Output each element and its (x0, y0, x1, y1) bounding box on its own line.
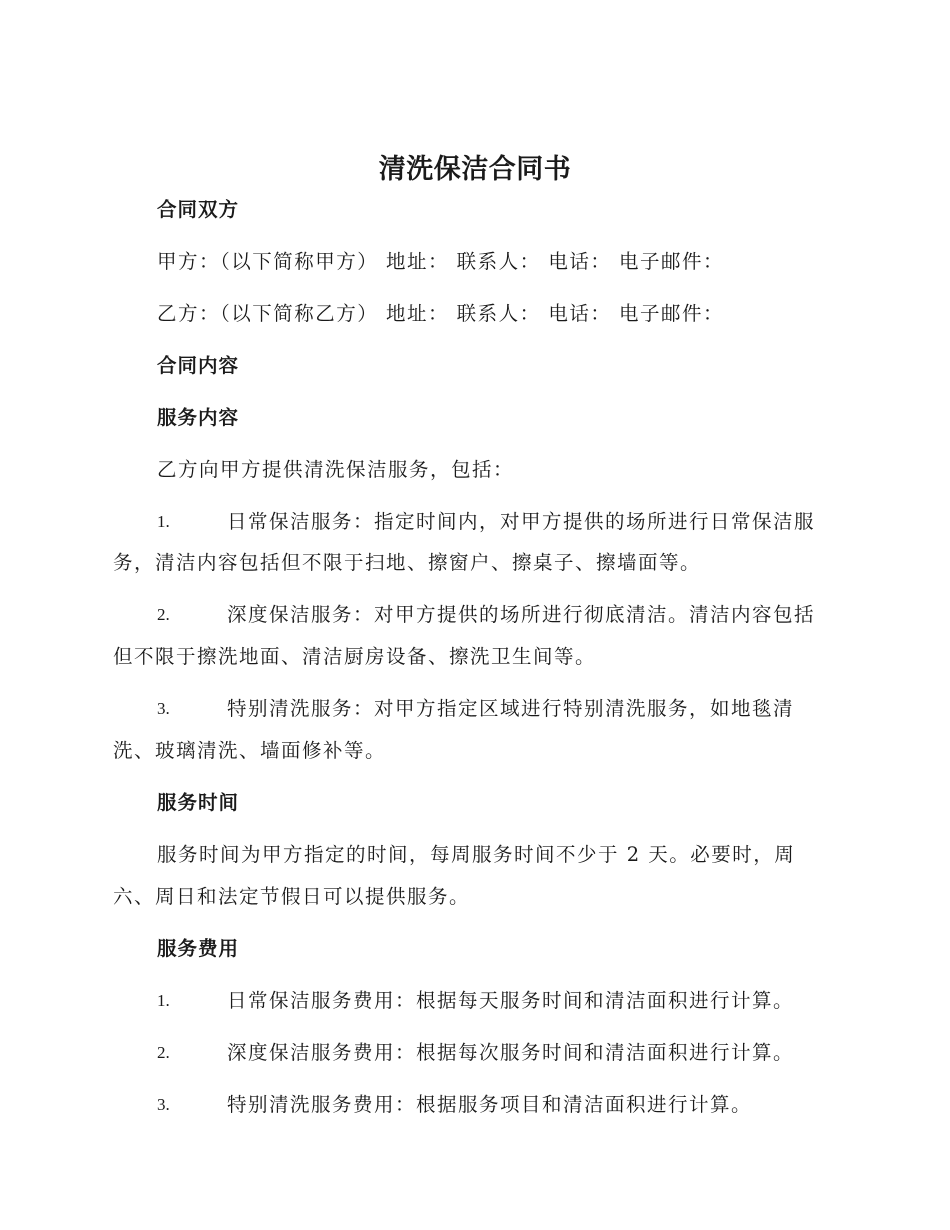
service-intro: 乙方向甲方提供清洗保洁服务，包括： (157, 458, 515, 481)
service-item-text: 日常保洁服务：指定时间内，对甲方提供的场所进行日常保洁服 (227, 510, 816, 533)
fee-item-number: 3. (157, 1095, 170, 1114)
service-item-continuation: 洗、玻璃清洗、墙面修补等。 (113, 739, 387, 762)
service-item-text: 特别清洗服务：对甲方指定区域进行特别清洗服务，如地毯清 (227, 697, 795, 720)
fee-item-text: 特别清洗服务费用：根据服务项目和清洁面积进行计算。 (227, 1093, 753, 1116)
subheading-service-content: 服务内容 (157, 406, 240, 429)
service-item-continuation: 但不限于擦洗地面、清洁厨房设备、擦洗卫生间等。 (113, 645, 597, 668)
service-item-number: 2. (157, 605, 170, 624)
section-heading-content: 合同内容 (157, 354, 240, 377)
section-heading-parties: 合同双方 (157, 198, 240, 221)
fee-item-number: 2. (157, 1043, 170, 1062)
service-item-text: 深度保洁服务：对甲方提供的场所进行彻底清洁。清洁内容包括 (227, 603, 816, 626)
subheading-service-time: 服务时间 (157, 791, 240, 814)
service-time-text: 服务时间为甲方指定的时间，每周服务时间不少于 2 天。必要时，周 (157, 843, 796, 866)
party-b-line: 乙方：（以下简称乙方） 地址： 联系人： 电话： 电子邮件： (157, 302, 725, 325)
fee-item-number: 1. (157, 991, 170, 1010)
service-item-number: 1. (157, 512, 170, 531)
service-item-continuation: 务，清洁内容包括但不限于扫地、擦窗户、擦桌子、擦墙面等。 (113, 551, 702, 574)
fee-item-text: 日常保洁服务费用：根据每天服务时间和清洁面积进行计算。 (227, 989, 795, 1012)
fee-item-text: 深度保洁服务费用：根据每次服务时间和清洁面积进行计算。 (227, 1041, 795, 1064)
subheading-service-fee: 服务费用 (157, 937, 240, 960)
service-item-number: 3. (157, 699, 170, 718)
document-title: 清洗保洁合同书 (378, 154, 572, 185)
party-a-line: 甲方：（以下简称甲方） 地址： 联系人： 电话： 电子邮件： (157, 250, 725, 273)
service-time-continuation: 六、周日和法定节假日可以提供服务。 (113, 885, 471, 908)
